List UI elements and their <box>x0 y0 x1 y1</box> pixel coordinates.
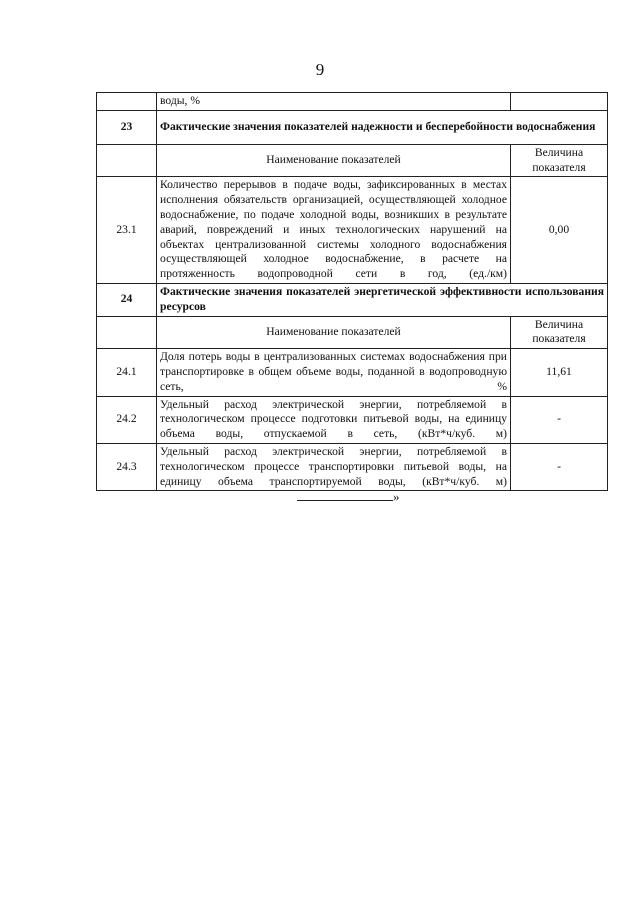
indicator-name: Удельный расход электрической энергии, потребляемой в технологическом процессе транспортировки питьевой воды, на единицу объема транспортируемой воды, (кВт*ч/куб. м) <box>157 443 511 490</box>
table-row <box>97 349 608 396</box>
row-number: 24.1 <box>97 349 157 396</box>
table-cell <box>97 144 157 177</box>
closing-line <box>297 489 400 505</box>
page-number: 9 <box>315 60 325 79</box>
table-cell <box>97 316 157 349</box>
section-number: 24 <box>97 283 157 316</box>
table-row <box>97 443 608 490</box>
indicator-name: Доля потерь воды в централизованных системах водоснабжения при транспортировке в общем объеме воды, поданной в водопроводную сеть, % <box>157 349 511 396</box>
section-title: Фактические значения показателей энергетической эффективности использования ресурсов <box>157 283 608 316</box>
indicator-name: Количество перерывов в подаче воды, зафиксированных в местах исполнения обязательств организацией, осуществляющей холодное водоснабжение, по подаче холодной воды, возникших в результате аварий, повреждений и иных технологических нарушений на объектах централизованной системы холодного водоснабжения осуществляющей холодное водоснабжение, в расчете на протяженность водопроводной сети в год, (ед./км) <box>157 177 511 284</box>
indicator-value: 11,61 <box>511 349 608 396</box>
row-number: 24.3 <box>97 443 157 490</box>
table-cell <box>97 93 157 111</box>
indicator-value: - <box>511 443 608 490</box>
column-header-name: Наименование показателей <box>157 316 511 349</box>
section-header-row <box>97 283 608 316</box>
row-number: 24.2 <box>97 396 157 443</box>
table-cell <box>511 93 608 111</box>
table-row <box>97 177 608 284</box>
signature-rule <box>297 490 393 501</box>
indicator-value: - <box>511 396 608 443</box>
column-header-value: Величина показателя <box>511 144 608 177</box>
column-header-name: Наименование показателей <box>157 144 511 177</box>
column-header-row <box>97 316 608 349</box>
indicator-value: 0,00 <box>511 177 608 284</box>
indicators-table <box>96 92 608 491</box>
closing-quote: » <box>393 489 400 504</box>
indicator-name: Удельный расход электрической энергии, потребляемой в технологическом процессе подготовки питьевой воды, на единицу объема воды, отпускаемой в сеть, (кВт*ч/куб. м) <box>157 396 511 443</box>
section-header-row <box>97 110 608 144</box>
table-row <box>97 93 608 111</box>
section-number: 23 <box>97 110 157 144</box>
column-header-value: Величина показателя <box>511 316 608 349</box>
row-number: 23.1 <box>97 177 157 284</box>
table-row <box>97 396 608 443</box>
carry-over-text: воды, % <box>157 93 511 111</box>
section-title: Фактические значения показателей надежности и бесперебойности водоснабжения <box>157 110 608 144</box>
column-header-row <box>97 144 608 177</box>
